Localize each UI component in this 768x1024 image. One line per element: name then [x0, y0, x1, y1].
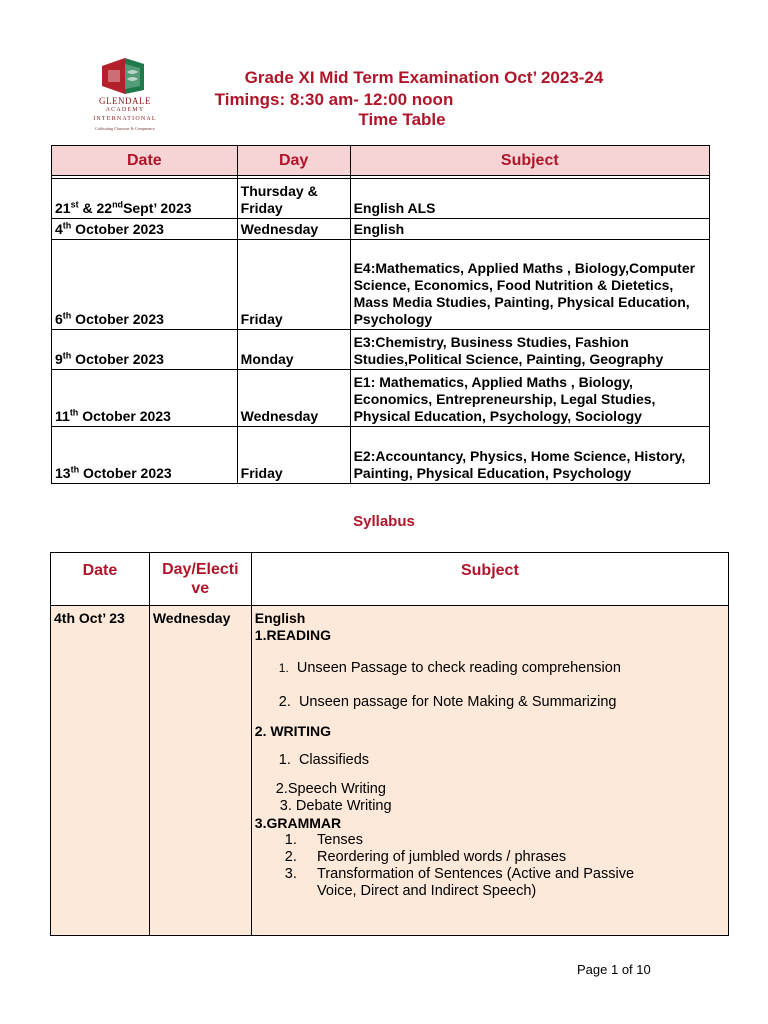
- header-subject: Subject: [350, 146, 709, 176]
- row-date: 4th October 2023: [52, 219, 238, 240]
- page-number: Page 1 of 10: [577, 962, 651, 977]
- list-item: 3. Transformation of Sentences (Active and Passive Voice, Direct and Indirect Speech): [284, 866, 635, 899]
- list-item: 1. Tenses: [284, 832, 363, 848]
- row-subject: E2:Accountancy, Physics, Home Science, History, Painting, Physical Education, Psychology: [350, 427, 709, 484]
- row-date: 9th October 2023: [52, 330, 238, 370]
- table-row: [52, 330, 710, 370]
- table-row: [51, 606, 729, 936]
- syllabus-header-day: Day/Electi ve: [149, 553, 251, 606]
- table-row: [52, 240, 710, 330]
- row-day: Monday: [237, 330, 350, 370]
- syllabus-title: Syllabus: [353, 513, 415, 530]
- row-date: 11th October 2023: [52, 370, 238, 427]
- exam-title: Grade XI Mid Term Examination Oct’ 2023-24: [244, 68, 604, 87]
- row-day: Wednesday: [237, 370, 350, 427]
- logo-tagline: Cultivating Character & Competence: [95, 126, 155, 131]
- header-day: Day: [237, 146, 350, 176]
- exam-timings: Timings: 8:30 am- 12:00 noon: [214, 90, 454, 109]
- syllabus-header-date: Date: [51, 553, 150, 606]
- row-day: Friday: [237, 427, 350, 484]
- syllabus-date: 4th Oct’ 23: [51, 606, 150, 936]
- timetable-title: Time Table: [358, 110, 446, 129]
- row-day: Thursday & Friday: [237, 179, 350, 219]
- list-item: 2.Speech Writing: [275, 781, 386, 797]
- logo-sub: ACADEMY: [105, 107, 145, 113]
- row-day: Friday: [237, 240, 350, 330]
- syllabus-subject: [251, 606, 728, 936]
- header-date: Date: [52, 146, 238, 176]
- writing-heading: 2. WRITING: [254, 723, 332, 739]
- syllabus-header-row: [51, 553, 729, 606]
- timetable: [51, 145, 710, 484]
- row-subject: E1: Mathematics, Applied Maths , Biology, Economics, Entrepreneurship, Legal Studies, Physical Education, Psychology, Sociology: [350, 370, 709, 427]
- logo-name: GLENDALE: [99, 96, 151, 106]
- row-date: 6th October 2023: [52, 240, 238, 330]
- row-subject: English ALS: [350, 179, 709, 219]
- row-day: Wednesday: [237, 219, 350, 240]
- timetable-header-row: [52, 146, 710, 176]
- list-item: 2. Unseen passage for Note Making & Summarizing: [278, 694, 617, 710]
- subject-title: English: [254, 610, 306, 626]
- row-subject: E3:Chemistry, Business Studies, Fashion Studies,Political Science, Painting, Geography: [350, 330, 709, 370]
- row-date: 13th October 2023: [52, 427, 238, 484]
- reading-heading: 1.READING: [254, 627, 332, 643]
- table-row: [52, 370, 710, 427]
- syllabus-table: [50, 552, 729, 936]
- list-item: 3. Debate Writing: [279, 798, 392, 814]
- list-item: 1. Classifieds: [278, 752, 370, 768]
- syllabus-header-subject: Subject: [251, 553, 728, 606]
- list-item: 1. Unseen Passage to check reading comprehension: [278, 660, 621, 676]
- row-subject: E4:Mathematics, Applied Maths , Biology,Computer Science, Economics, Food Nutrition & Dietetics, Mass Media Studies, Painting, Physical Education, Psychology: [350, 240, 709, 330]
- syllabus-day: Wednesday: [149, 606, 251, 936]
- table-row: [52, 427, 710, 484]
- row-subject: English: [350, 219, 709, 240]
- logo-intl: INTERNATIONAL: [93, 116, 157, 122]
- list-item: 2. Reordering of jumbled words / phrases: [284, 849, 567, 865]
- row-date: 21st & 22ndSept’ 2023: [52, 179, 238, 219]
- table-row: [52, 219, 710, 240]
- grammar-heading: 3.GRAMMAR: [254, 815, 342, 831]
- table-row: [52, 179, 710, 219]
